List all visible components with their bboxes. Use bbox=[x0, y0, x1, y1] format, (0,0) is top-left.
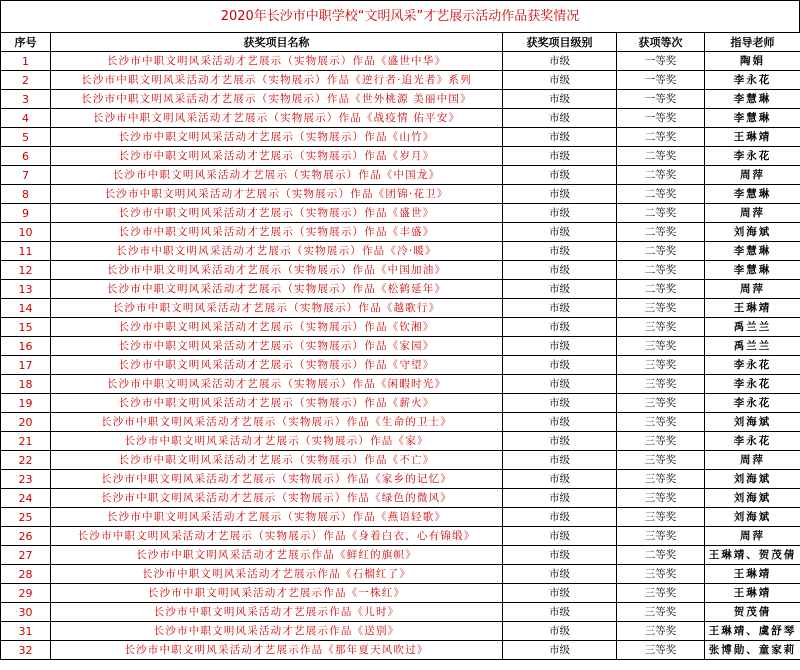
award-grade: 二等奖 bbox=[617, 242, 705, 261]
project-name: 长沙市中职文明风采活动才艺展示（实物展示）作品《战疫情 佑平安》 bbox=[51, 109, 503, 128]
teacher-name: 刘海斌 bbox=[705, 223, 800, 242]
header-project-name: 获奖项目名称 bbox=[51, 33, 503, 52]
award-level: 市级 bbox=[503, 413, 617, 432]
row-number: 15 bbox=[1, 318, 51, 337]
award-grade: 三等奖 bbox=[617, 622, 705, 641]
teacher-name: 王琳靖 bbox=[705, 565, 800, 584]
header-teacher: 指导老师 bbox=[705, 33, 800, 52]
teacher-name: 李慧琳 bbox=[705, 90, 800, 109]
award-level: 市级 bbox=[503, 356, 617, 375]
header-award-grade: 获项等次 bbox=[617, 33, 705, 52]
table-row bbox=[1, 337, 800, 356]
table-row bbox=[1, 546, 800, 565]
award-level: 市级 bbox=[503, 242, 617, 261]
row-number: 20 bbox=[1, 413, 51, 432]
row-number: 29 bbox=[1, 584, 51, 603]
award-grade: 一等奖 bbox=[617, 52, 705, 71]
teacher-name: 周萍 bbox=[705, 204, 800, 223]
award-level: 市级 bbox=[503, 603, 617, 622]
project-name: 长沙市中职文明风采活动才艺展示（实物展示）作品《盛世中华》 bbox=[51, 52, 503, 71]
row-number: 12 bbox=[1, 261, 51, 280]
teacher-name: 李永花 bbox=[705, 356, 800, 375]
row-number: 1 bbox=[1, 52, 51, 71]
table-row bbox=[1, 52, 800, 71]
row-number: 32 bbox=[1, 641, 51, 660]
table-row bbox=[1, 185, 800, 204]
project-name: 长沙市中职文明风采活动才艺展示作品《儿时》 bbox=[51, 603, 503, 622]
award-grade: 三等奖 bbox=[617, 508, 705, 527]
award-grade: 三等奖 bbox=[617, 584, 705, 603]
table-row bbox=[1, 565, 800, 584]
award-grade: 三等奖 bbox=[617, 299, 705, 318]
project-name: 长沙市中职文明风采活动才艺展示（实物展示）作品《家》 bbox=[51, 432, 503, 451]
project-name: 长沙市中职文明风采活动才艺展示（实物展示）作品《岁月》 bbox=[51, 147, 503, 166]
award-grade: 三等奖 bbox=[617, 356, 705, 375]
project-name: 长沙市中职文明风采活动才艺展示（实物展示）作品《中国龙》 bbox=[51, 166, 503, 185]
teacher-name: 李永花 bbox=[705, 147, 800, 166]
award-grade: 三等奖 bbox=[617, 318, 705, 337]
row-number: 6 bbox=[1, 147, 51, 166]
project-name: 长沙市中职文明风采活动才艺展示作品《那年夏天风吹过》 bbox=[51, 641, 503, 660]
teacher-name: 李慧琳 bbox=[705, 242, 800, 261]
teacher-name: 刘海斌 bbox=[705, 508, 800, 527]
award-level: 市级 bbox=[503, 337, 617, 356]
teacher-name: 刘海斌 bbox=[705, 470, 800, 489]
award-level: 市级 bbox=[503, 299, 617, 318]
table-row bbox=[1, 432, 800, 451]
award-grade: 一等奖 bbox=[617, 71, 705, 90]
award-grade: 三等奖 bbox=[617, 451, 705, 470]
row-number: 31 bbox=[1, 622, 51, 641]
row-number: 9 bbox=[1, 204, 51, 223]
table-body bbox=[1, 52, 800, 660]
award-level: 市级 bbox=[503, 508, 617, 527]
project-name: 长沙市中职文明风采活动才艺展示（实物展示）作品《闲暇时光》 bbox=[51, 375, 503, 394]
table-row bbox=[1, 508, 800, 527]
row-number: 5 bbox=[1, 128, 51, 147]
table-row bbox=[1, 375, 800, 394]
teacher-name: 李永花 bbox=[705, 432, 800, 451]
award-level: 市级 bbox=[503, 470, 617, 489]
row-number: 23 bbox=[1, 470, 51, 489]
table-row bbox=[1, 603, 800, 622]
table-row bbox=[1, 622, 800, 641]
award-level: 市级 bbox=[503, 166, 617, 185]
table-row bbox=[1, 451, 800, 470]
award-level: 市级 bbox=[503, 622, 617, 641]
project-name: 长沙市中职文明风采活动才艺展示（实物展示）作品《盛世》 bbox=[51, 204, 503, 223]
award-grade: 二等奖 bbox=[617, 128, 705, 147]
award-level: 市级 bbox=[503, 318, 617, 337]
row-number: 13 bbox=[1, 280, 51, 299]
award-grade: 二等奖 bbox=[617, 185, 705, 204]
table-row bbox=[1, 166, 800, 185]
project-name: 长沙市中职文明风采活动才艺展示（实物展示）作品《中国加油》 bbox=[51, 261, 503, 280]
award-grade: 二等奖 bbox=[617, 204, 705, 223]
award-grade: 三等奖 bbox=[617, 565, 705, 584]
award-grade: 三等奖 bbox=[617, 337, 705, 356]
teacher-name: 王琳靖 bbox=[705, 299, 800, 318]
table-row bbox=[1, 489, 800, 508]
award-grade: 一等奖 bbox=[617, 90, 705, 109]
row-number: 17 bbox=[1, 356, 51, 375]
page-title: 2020年长沙市中职学校“文明风采”才艺展示活动作品获奖情况 bbox=[0, 0, 800, 32]
row-number: 26 bbox=[1, 527, 51, 546]
teacher-name: 周萍 bbox=[705, 280, 800, 299]
project-name: 长沙市中职文明风采活动才艺展示（实物展示）作品《家园》 bbox=[51, 337, 503, 356]
award-level: 市级 bbox=[503, 223, 617, 242]
table-row bbox=[1, 242, 800, 261]
project-name: 长沙市中职文明风采活动才艺展示作品《一株红》 bbox=[51, 584, 503, 603]
row-number: 18 bbox=[1, 375, 51, 394]
award-grade: 三等奖 bbox=[617, 432, 705, 451]
row-number: 22 bbox=[1, 451, 51, 470]
table-row bbox=[1, 356, 800, 375]
teacher-name: 李永花 bbox=[705, 394, 800, 413]
project-name: 长沙市中职文明风采活动才艺展示作品《鲜红的旗帜》 bbox=[51, 546, 503, 565]
project-name: 长沙市中职文明风采活动才艺展示（实物展示）作品《逆行者·追光者》系列 bbox=[51, 71, 503, 90]
table-row bbox=[1, 413, 800, 432]
teacher-name: 王琳靖 bbox=[705, 584, 800, 603]
table-row bbox=[1, 299, 800, 318]
table-row bbox=[1, 223, 800, 242]
teacher-name: 张博勋、童家莉 bbox=[705, 641, 800, 660]
project-name: 长沙市中职文明风采活动才艺展示（实物展示）作品《山竹》 bbox=[51, 128, 503, 147]
teacher-name: 周萍 bbox=[705, 451, 800, 470]
table-row bbox=[1, 527, 800, 546]
award-level: 市级 bbox=[503, 52, 617, 71]
project-name: 长沙市中职文明风采活动才艺展示（实物展示）作品《燕语轻歌》 bbox=[51, 508, 503, 527]
award-level: 市级 bbox=[503, 109, 617, 128]
table-row bbox=[1, 147, 800, 166]
table-row bbox=[1, 261, 800, 280]
row-number: 19 bbox=[1, 394, 51, 413]
awards-table bbox=[0, 32, 800, 660]
table-row bbox=[1, 641, 800, 660]
award-grade: 二等奖 bbox=[617, 546, 705, 565]
project-name: 长沙市中职文明风采活动才艺展示（实物展示）作品《身着白衣，心有锦缎》 bbox=[51, 527, 503, 546]
row-number: 27 bbox=[1, 546, 51, 565]
award-level: 市级 bbox=[503, 375, 617, 394]
table-row bbox=[1, 280, 800, 299]
award-level: 市级 bbox=[503, 451, 617, 470]
teacher-name: 李永花 bbox=[705, 71, 800, 90]
row-number: 8 bbox=[1, 185, 51, 204]
project-name: 长沙市中职文明风采活动才艺展示（实物展示）作品《松鹤延年》 bbox=[51, 280, 503, 299]
award-grade: 三等奖 bbox=[617, 489, 705, 508]
table-row bbox=[1, 394, 800, 413]
project-name: 长沙市中职文明风采活动才艺展示（实物展示）作品《世外桃源 美丽中国》 bbox=[51, 90, 503, 109]
award-level: 市级 bbox=[503, 185, 617, 204]
award-level: 市级 bbox=[503, 261, 617, 280]
teacher-name: 禹兰兰 bbox=[705, 337, 800, 356]
row-number: 4 bbox=[1, 109, 51, 128]
award-level: 市级 bbox=[503, 565, 617, 584]
award-grade: 一等奖 bbox=[617, 109, 705, 128]
award-grade: 二等奖 bbox=[617, 280, 705, 299]
award-level: 市级 bbox=[503, 641, 617, 660]
award-level: 市级 bbox=[503, 546, 617, 565]
project-name: 长沙市中职文明风采活动才艺展示（实物展示）作品《生命的卫士》 bbox=[51, 413, 503, 432]
award-grade: 三等奖 bbox=[617, 470, 705, 489]
award-grade: 三等奖 bbox=[617, 603, 705, 622]
row-number: 25 bbox=[1, 508, 51, 527]
teacher-name: 王琳靖、贺茂倩 bbox=[705, 546, 800, 565]
row-number: 28 bbox=[1, 565, 51, 584]
project-name: 长沙市中职文明风采活动才艺展示作品《送别》 bbox=[51, 622, 503, 641]
award-level: 市级 bbox=[503, 432, 617, 451]
project-name: 长沙市中职文明风采活动才艺展示（实物展示）作品《团锦·花卫》 bbox=[51, 185, 503, 204]
award-level: 市级 bbox=[503, 71, 617, 90]
project-name: 长沙市中职文明风采活动才艺展示（实物展示）作品《家乡的记忆》 bbox=[51, 470, 503, 489]
row-number: 10 bbox=[1, 223, 51, 242]
header-number: 序号 bbox=[1, 33, 51, 52]
award-grade: 三等奖 bbox=[617, 641, 705, 660]
row-number: 3 bbox=[1, 90, 51, 109]
project-name: 长沙市中职文明风采活动才艺展示作品《石榴红了》 bbox=[51, 565, 503, 584]
teacher-name: 贺茂倩 bbox=[705, 603, 800, 622]
award-level: 市级 bbox=[503, 489, 617, 508]
table-row bbox=[1, 128, 800, 147]
teacher-name: 李慧琳 bbox=[705, 185, 800, 204]
teacher-name: 刘海斌 bbox=[705, 413, 800, 432]
project-name: 长沙市中职文明风采活动才艺展示（实物展示）作品《钦湘》 bbox=[51, 318, 503, 337]
table-row bbox=[1, 90, 800, 109]
award-grade: 二等奖 bbox=[617, 223, 705, 242]
header-row bbox=[1, 33, 800, 52]
row-number: 11 bbox=[1, 242, 51, 261]
table-row bbox=[1, 204, 800, 223]
award-grade: 三等奖 bbox=[617, 375, 705, 394]
table-row bbox=[1, 318, 800, 337]
teacher-name: 王琳靖、虞舒琴 bbox=[705, 622, 800, 641]
teacher-name: 禹兰兰 bbox=[705, 318, 800, 337]
teacher-name: 李慧琳 bbox=[705, 109, 800, 128]
table-row bbox=[1, 470, 800, 489]
row-number: 21 bbox=[1, 432, 51, 451]
teacher-name: 陶娟 bbox=[705, 52, 800, 71]
row-number: 24 bbox=[1, 489, 51, 508]
row-number: 16 bbox=[1, 337, 51, 356]
award-level: 市级 bbox=[503, 147, 617, 166]
award-grade: 三等奖 bbox=[617, 413, 705, 432]
project-name: 长沙市中职文明风采活动才艺展示（实物展示）作品《不亡》 bbox=[51, 451, 503, 470]
project-name: 长沙市中职文明风采活动才艺展示（实物展示）作品《绿色的微风》 bbox=[51, 489, 503, 508]
row-number: 2 bbox=[1, 71, 51, 90]
teacher-name: 王琳靖 bbox=[705, 128, 800, 147]
award-grade: 二等奖 bbox=[617, 261, 705, 280]
award-grade: 二等奖 bbox=[617, 147, 705, 166]
teacher-name: 周萍 bbox=[705, 166, 800, 185]
row-number: 14 bbox=[1, 299, 51, 318]
table-row bbox=[1, 109, 800, 128]
table-row bbox=[1, 71, 800, 90]
table-row bbox=[1, 584, 800, 603]
teacher-name: 周萍 bbox=[705, 527, 800, 546]
award-level: 市级 bbox=[503, 90, 617, 109]
row-number: 7 bbox=[1, 166, 51, 185]
project-name: 长沙市中职文明风采活动才艺展示（实物展示）作品《守望》 bbox=[51, 356, 503, 375]
project-name: 长沙市中职文明风采活动才艺展示（实物展示）作品《越歌行》 bbox=[51, 299, 503, 318]
award-level: 市级 bbox=[503, 394, 617, 413]
award-level: 市级 bbox=[503, 280, 617, 299]
row-number: 30 bbox=[1, 603, 51, 622]
project-name: 长沙市中职文明风采活动才艺展示（实物展示）作品《丰盛》 bbox=[51, 223, 503, 242]
award-grade: 二等奖 bbox=[617, 166, 705, 185]
award-level: 市级 bbox=[503, 204, 617, 223]
header-award-level: 获奖项目级别 bbox=[503, 33, 617, 52]
award-level: 市级 bbox=[503, 128, 617, 147]
award-level: 市级 bbox=[503, 527, 617, 546]
teacher-name: 李慧琳 bbox=[705, 261, 800, 280]
project-name: 长沙市中职文明风采活动才艺展示（实物展示）作品《薪火》 bbox=[51, 394, 503, 413]
teacher-name: 李永花 bbox=[705, 375, 800, 394]
teacher-name: 刘海斌 bbox=[705, 489, 800, 508]
project-name: 长沙市中职文明风采活动才艺展示（实物展示）作品《冷·暖》 bbox=[51, 242, 503, 261]
award-grade: 三等奖 bbox=[617, 394, 705, 413]
award-level: 市级 bbox=[503, 584, 617, 603]
award-grade: 三等奖 bbox=[617, 527, 705, 546]
